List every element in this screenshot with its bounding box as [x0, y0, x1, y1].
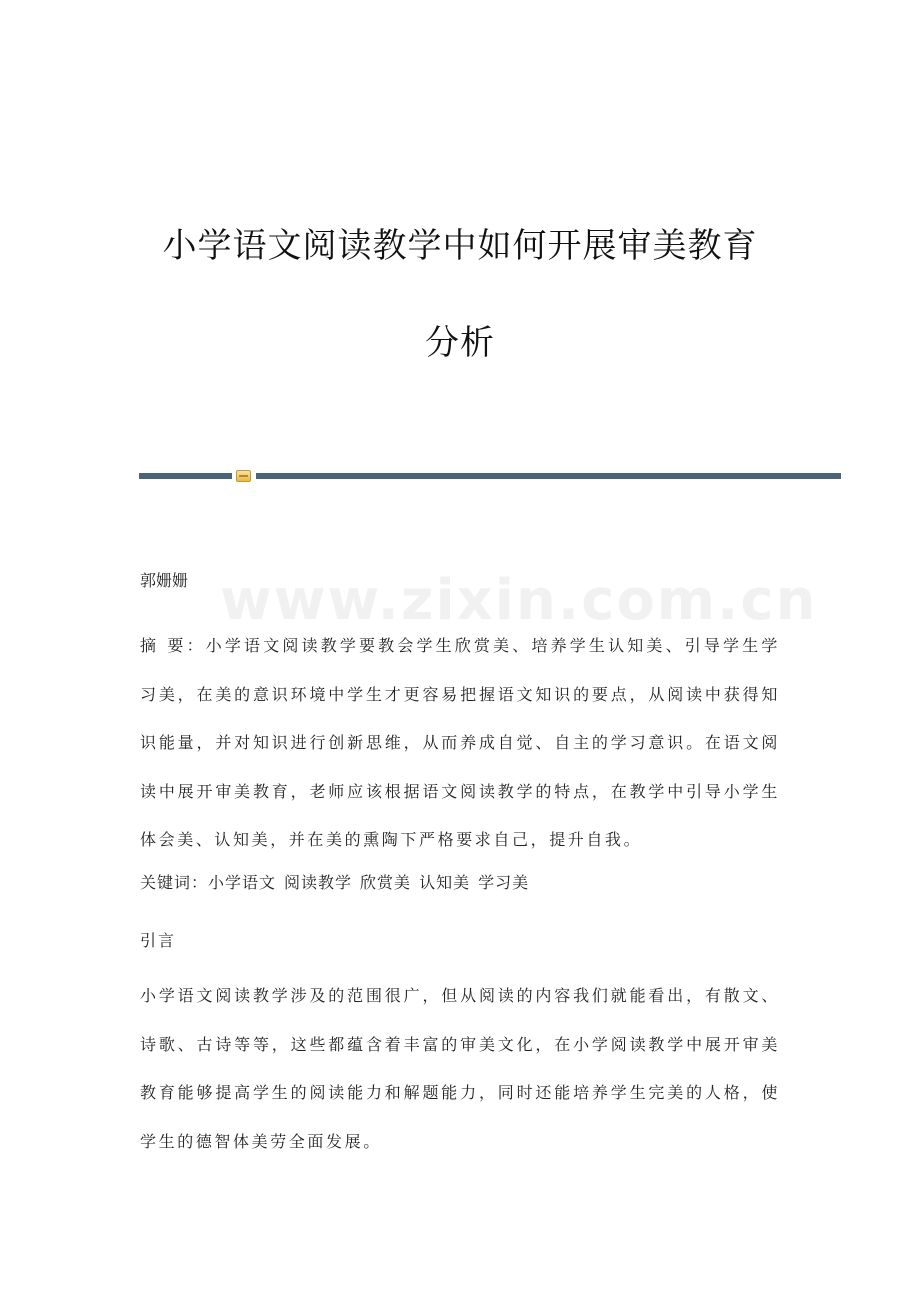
author-name: 郭姗姗: [140, 571, 189, 590]
abstract-label: 摘 要：: [140, 636, 206, 655]
title-divider: [139, 470, 841, 482]
keyword-item: 小学语文: [208, 873, 277, 892]
watermark: www.zixin.com.cn: [220, 568, 818, 633]
document-title-line-1: 小学语文阅读教学中如何开展审美教育: [162, 226, 758, 266]
divider-bar-right: [256, 473, 841, 479]
abstract-paragraph: [140, 622, 780, 865]
document-title-line-2: 分析: [425, 323, 495, 363]
abstract-text: 小学语文阅读教学要教会学生欣赏美、培养学生认知美、引导学生学习美，在美的意识环境中学生才更容易把握语文知识的要点，从阅读中获得知识能量，并对知识进行创新思维，从而养成自觉、自主的学习意识。在语文阅读中展开审美教育，老师应该根据语文阅读教学的特点，在教学中引导小学生体会美、认知美，并在美的熏陶下严格要求自己，提升自我。: [140, 636, 780, 849]
divider-bar-left: [139, 473, 232, 479]
keywords-label: 关键词：: [140, 873, 209, 892]
intro-heading: 引言: [140, 931, 177, 950]
keyword-item: 学习美: [478, 873, 530, 892]
keyword-item: 欣赏美: [360, 873, 412, 892]
intro-paragraph: 小学语文阅读教学涉及的范围很广，但从阅读的内容我们就能看出，有散文、诗歌、古诗等等，这些都蕴含着丰富的审美文化，在小学阅读教学中展开审美教育能够提高学生的阅读能力和解题能力，同时还能培养学生完美的人格，使学生的德智体美劳全面发展。: [140, 986, 780, 1151]
keywords-line: [140, 870, 780, 896]
keyword-item: 阅读教学: [284, 873, 353, 892]
keyword-item: 认知美: [419, 873, 471, 892]
divider-ornament-icon: [236, 470, 251, 482]
